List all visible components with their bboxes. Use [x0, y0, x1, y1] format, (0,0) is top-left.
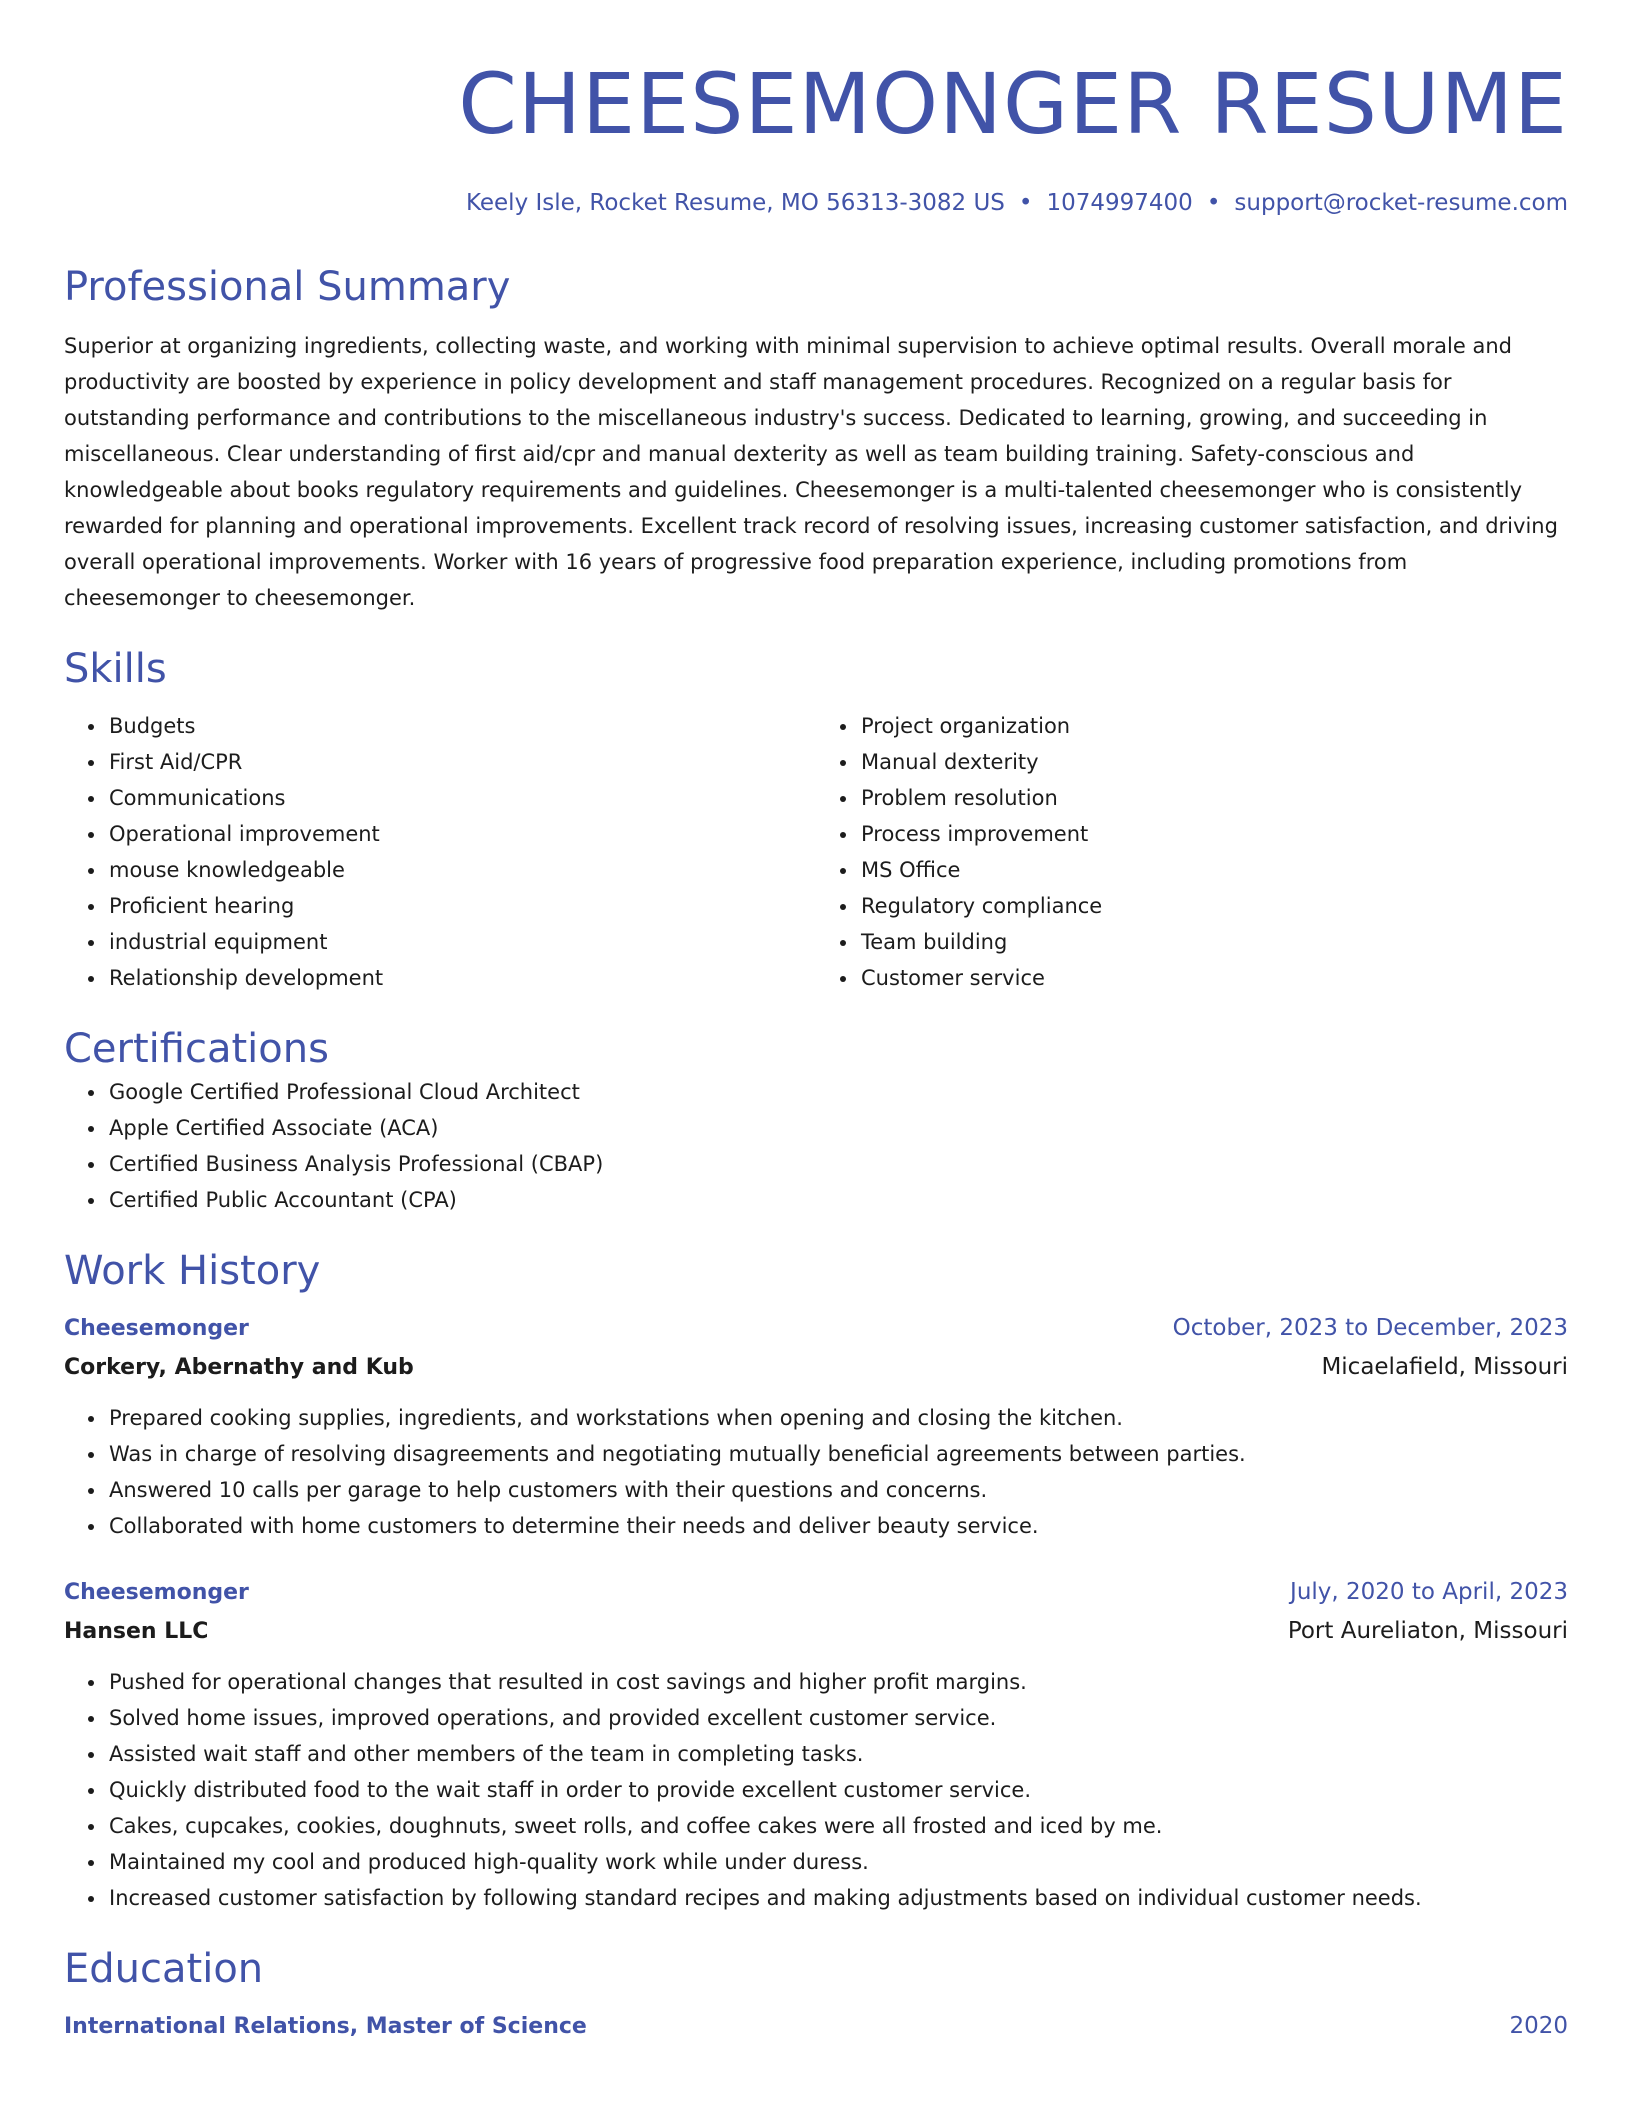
job-title-row	[64, 1310, 1568, 1347]
certifications-heading: Certifications	[64, 1026, 329, 1072]
certifications-section	[64, 1024, 1568, 1218]
skill-item: • Regulatory compliance	[859, 888, 1568, 924]
skill-item: • Budgets	[107, 708, 816, 744]
skill-item: • Manual dexterity	[859, 744, 1568, 780]
contact-line	[64, 188, 1568, 218]
job-company-row	[64, 1611, 1568, 1652]
job-company: Corkery, Abernathy and Kub	[64, 1355, 414, 1380]
job-location: Micaelafield, Missouri	[1321, 1354, 1568, 1380]
work-history-section	[64, 1246, 1568, 1916]
contact-separator: •	[1018, 190, 1033, 216]
job-company-row	[64, 1347, 1568, 1388]
contact-email: support@rocket-resume.com	[1234, 190, 1568, 216]
skills-grid	[64, 708, 1568, 996]
summary-text: Superior at organizing ingredients, collecting waste, and working with minimal supervision to achieve optimal results. Overall morale and productivity are boosted by experience in policy development and staff management procedures. Recognized on a regular basis for outstanding performance and contributions to the miscellaneous industry's success. Dedicated to learning, growing, and succeeding in miscellaneous. Clear understanding of first aid/cpr and manual dexterity as well as team building training. Safety-conscious and knowledgeable about books regulatory requirements and guidelines. Cheesemonger is a multi-talented cheesemonger who is consistently rewarded for planning and operational improvements. Excellent track record of resolving issues, increasing customer satisfaction, and driving overall operational improvements. Worker with 16 years of progressive food preparation experience, including promotions from cheesemonger to cheesemonger.	[64, 334, 1558, 610]
skill-item: • Problem resolution	[859, 780, 1568, 816]
skills-section	[64, 644, 1568, 996]
job-duty: • Prepared cooking supplies, ingredients, and workstations when opening and closing the kitchen.	[107, 1400, 1568, 1436]
job-duty: • Assisted wait staff and other members of the team in completing tasks.	[107, 1736, 1568, 1772]
certifications-list	[64, 1074, 1568, 1218]
skill-item: • mouse knowledgeable	[107, 852, 816, 888]
skill-item: • Project organization	[859, 708, 1568, 744]
skills-left-list	[64, 708, 816, 996]
education-degree: International Relations, Master of Science	[64, 2014, 587, 2039]
skill-item: • Operational improvement	[107, 816, 816, 852]
job-dates: October, 2023 to December, 2023	[1172, 1315, 1568, 1341]
job-company: Hansen LLC	[64, 1619, 209, 1644]
job-location: Port Aureliaton, Missouri	[1287, 1618, 1568, 1644]
skill-item: • MS Office	[859, 852, 1568, 888]
certification-item: • Certified Public Accountant (CPA)	[107, 1182, 1568, 1218]
resume-name: CHEESEMONGER RESUME	[458, 55, 1568, 153]
job-title-row	[64, 1574, 1568, 1611]
job-duty: • Maintained my cool and produced high-quality work while under duress.	[107, 1844, 1568, 1880]
work-history-heading: Work History	[64, 1248, 321, 1294]
contact-separator: •	[1206, 190, 1221, 216]
education-section	[64, 1944, 1568, 2045]
skill-item: • Team building	[859, 924, 1568, 960]
job-duty: • Answered 10 calls per garage to help customers with their questions and concerns.	[107, 1472, 1568, 1508]
summary-heading: Professional Summary	[64, 264, 511, 310]
skill-item: • Proficient hearing	[107, 888, 816, 924]
job-duties-list	[64, 1664, 1568, 1916]
job-duty: • Cakes, cupcakes, cookies, doughnuts, sweet rolls, and coffee cakes were all frosted and iced by me.	[107, 1808, 1568, 1844]
job-title: Cheesemonger	[64, 1580, 249, 1605]
education-heading: Education	[64, 1946, 264, 1992]
job-entry	[64, 1310, 1568, 1544]
certification-item: • Apple Certified Associate (ACA)	[107, 1110, 1568, 1146]
contact-address: Keely Isle, Rocket Resume, MO 56313-3082 US	[465, 190, 1005, 216]
skill-item: • Communications	[107, 780, 816, 816]
skill-item: • Process improvement	[859, 816, 1568, 852]
skill-item: • First Aid/CPR	[107, 744, 816, 780]
job-duty: • Solved home issues, improved operations, and provided excellent customer service.	[107, 1700, 1568, 1736]
education-year: 2020	[1509, 2013, 1568, 2039]
job-duty: • Pushed for operational changes that resulted in cost savings and higher profit margins.	[107, 1664, 1568, 1700]
skill-item: • Relationship development	[107, 960, 816, 996]
job-duty: • Was in charge of resolving disagreements and negotiating mutually beneficial agreements between parties.	[107, 1436, 1568, 1472]
job-dates: July, 2020 to April, 2023	[1290, 1579, 1568, 1605]
resume-page	[64, 0, 1568, 2045]
contact-phone: 1074997400	[1046, 190, 1193, 216]
skill-item: • Customer service	[859, 960, 1568, 996]
education-row	[64, 2008, 1568, 2045]
skills-heading: Skills	[64, 646, 167, 692]
job-duty: • Quickly distributed food to the wait staff in order to provide excellent customer service.	[107, 1772, 1568, 1808]
certification-item: • Certified Business Analysis Professional (CBAP)	[107, 1146, 1568, 1182]
summary-section	[64, 262, 1568, 616]
job-title: Cheesemonger	[64, 1316, 249, 1341]
skills-right-list	[816, 708, 1568, 996]
job-duty: • Increased customer satisfaction by following standard recipes and making adjustments based on individual customer needs.	[107, 1880, 1568, 1916]
job-duties-list	[64, 1400, 1568, 1544]
skill-item: • industrial equipment	[107, 924, 816, 960]
job-entry	[64, 1574, 1568, 1916]
certification-item: • Google Certified Professional Cloud Architect	[107, 1074, 1568, 1110]
job-duty: • Collaborated with home customers to determine their needs and deliver beauty service.	[107, 1508, 1568, 1544]
